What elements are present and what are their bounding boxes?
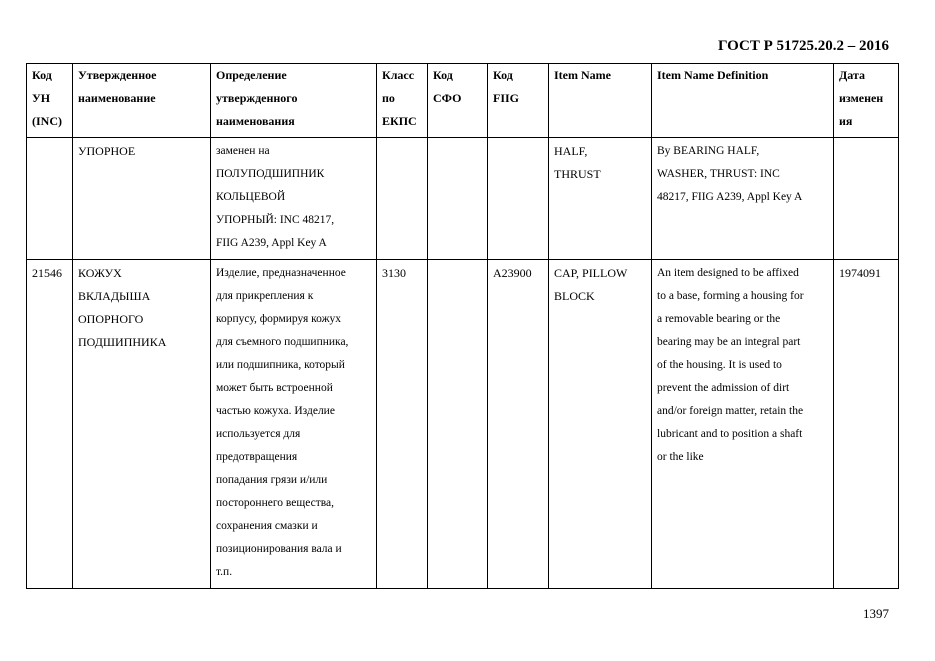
cell-item-name bbox=[549, 260, 652, 589]
cell-line: т.п. bbox=[216, 566, 233, 578]
cell-date bbox=[834, 138, 899, 260]
cell-name bbox=[73, 260, 211, 589]
header-line: наименования bbox=[216, 114, 295, 128]
header-line: Класс bbox=[382, 68, 415, 82]
cell-line: используется для bbox=[216, 428, 301, 440]
cell-line: ВКЛАДЫША bbox=[78, 289, 151, 303]
cell-line: THRUST bbox=[554, 167, 601, 181]
cell-inc bbox=[27, 138, 73, 260]
cell-line: может быть встроенной bbox=[216, 382, 333, 394]
header-line: СФО bbox=[433, 91, 462, 105]
header-name bbox=[73, 64, 211, 138]
cell-inc bbox=[27, 260, 73, 589]
cell-class bbox=[377, 138, 428, 260]
cell-line: УПОРНЫЙ: INC 48217, bbox=[216, 214, 335, 226]
cell-sfo bbox=[428, 260, 488, 589]
header-line: утвержденного bbox=[216, 91, 298, 105]
header-line: изменен bbox=[839, 91, 884, 105]
cell-line: 48217, FIIG A239, Appl Key A bbox=[657, 191, 803, 203]
cell-definition bbox=[211, 260, 377, 589]
catalog-table bbox=[26, 63, 899, 589]
cell-line: bearing may be an integral part bbox=[657, 336, 801, 348]
header-line: Item Name Definition bbox=[657, 68, 769, 82]
cell-sfo bbox=[428, 138, 488, 260]
header-line: Код bbox=[32, 68, 52, 82]
header-line: ия bbox=[839, 114, 853, 128]
header-line: Определение bbox=[216, 68, 287, 82]
cell-line: ПОЛУПОДШИПНИК bbox=[216, 168, 325, 180]
cell-line: WASHER, THRUST: INC bbox=[657, 168, 780, 180]
header-sfo bbox=[428, 64, 488, 138]
cell-fiig bbox=[488, 260, 549, 589]
cell-line: позиционирования вала и bbox=[216, 543, 342, 555]
cell-fiig bbox=[488, 138, 549, 260]
cell-item-name bbox=[549, 138, 652, 260]
table-row bbox=[27, 138, 899, 260]
cell-line: корпусу, формируя кожух bbox=[216, 313, 342, 325]
cell-line: сохранения смазки и bbox=[216, 520, 318, 532]
header-line: Код bbox=[433, 68, 453, 82]
header-item-name bbox=[549, 64, 652, 138]
header-definition bbox=[211, 64, 377, 138]
header-line: по bbox=[382, 91, 395, 105]
cell-definition bbox=[211, 138, 377, 260]
cell-line: or the like bbox=[657, 451, 704, 463]
cell-line: 21546 bbox=[32, 266, 62, 280]
cell-line: and/or foreign matter, retain the bbox=[657, 405, 804, 417]
header-class bbox=[377, 64, 428, 138]
cell-line: КОЛЬЦЕВОЙ bbox=[216, 191, 286, 203]
cell-line: CAP, PILLOW bbox=[554, 266, 628, 280]
cell-line: для съемного подшипника, bbox=[216, 336, 349, 348]
header-line: (INC) bbox=[32, 114, 62, 128]
document-standard-header: ГОСТ Р 51725.20.2 – 2016 bbox=[717, 38, 889, 54]
cell-line: предотвращения bbox=[216, 451, 298, 463]
cell-line: для прикрепления к bbox=[216, 290, 314, 302]
cell-line: постороннего вещества, bbox=[216, 497, 334, 509]
cell-line: An item designed to be affixed bbox=[657, 267, 799, 279]
header-line: наименование bbox=[78, 91, 156, 105]
header-inc bbox=[27, 64, 73, 138]
cell-line: частью кожуха. Изделие bbox=[216, 405, 335, 417]
cell-line: заменен на bbox=[216, 145, 270, 157]
cell-line: ПОДШИПНИКА bbox=[78, 335, 167, 349]
cell-name bbox=[73, 138, 211, 260]
cell-item-definition bbox=[652, 260, 834, 589]
cell-line: to a base, forming a housing for bbox=[657, 290, 804, 302]
cell-date bbox=[834, 260, 899, 589]
cell-line: 1974091 bbox=[839, 266, 881, 280]
header-item-definition bbox=[652, 64, 834, 138]
cell-line: 3130 bbox=[382, 266, 406, 280]
cell-line: Изделие, предназначенное bbox=[216, 267, 346, 279]
header-fiig bbox=[488, 64, 549, 138]
cell-line: или подшипника, который bbox=[216, 359, 345, 371]
cell-line: FIIG A239, Appl Key A bbox=[216, 237, 327, 249]
cell-line: HALF, bbox=[554, 144, 588, 158]
cell-line: a removable bearing or the bbox=[657, 313, 781, 325]
table-header-row bbox=[27, 64, 899, 138]
table-row bbox=[27, 260, 899, 589]
header-line: Код bbox=[493, 68, 513, 82]
header-line: Дата bbox=[839, 68, 865, 82]
cell-line: BLOCK bbox=[554, 289, 595, 303]
header-line: FIIG bbox=[493, 91, 520, 105]
cell-line: By BEARING HALF, bbox=[657, 145, 760, 157]
header-line: ЕКПС bbox=[382, 114, 417, 128]
cell-class bbox=[377, 260, 428, 589]
cell-line: of the housing. It is used to bbox=[657, 359, 782, 371]
header-date bbox=[834, 64, 899, 138]
cell-line: ОПОРНОГО bbox=[78, 312, 144, 326]
header-line: УН bbox=[32, 91, 51, 105]
cell-item-definition bbox=[652, 138, 834, 260]
cell-line: УПОРНОЕ bbox=[78, 144, 136, 158]
cell-line: попадания грязи и/или bbox=[216, 474, 328, 486]
cell-line: prevent the admission of dirt bbox=[657, 382, 790, 394]
cell-line: lubricant and to position a shaft bbox=[657, 428, 803, 440]
cell-line: КОЖУХ bbox=[78, 266, 122, 280]
cell-line: A23900 bbox=[493, 266, 532, 280]
page-number: 1397 bbox=[863, 606, 889, 621]
header-line: Утвержденное bbox=[78, 68, 157, 82]
header-line: Item Name bbox=[554, 68, 611, 82]
